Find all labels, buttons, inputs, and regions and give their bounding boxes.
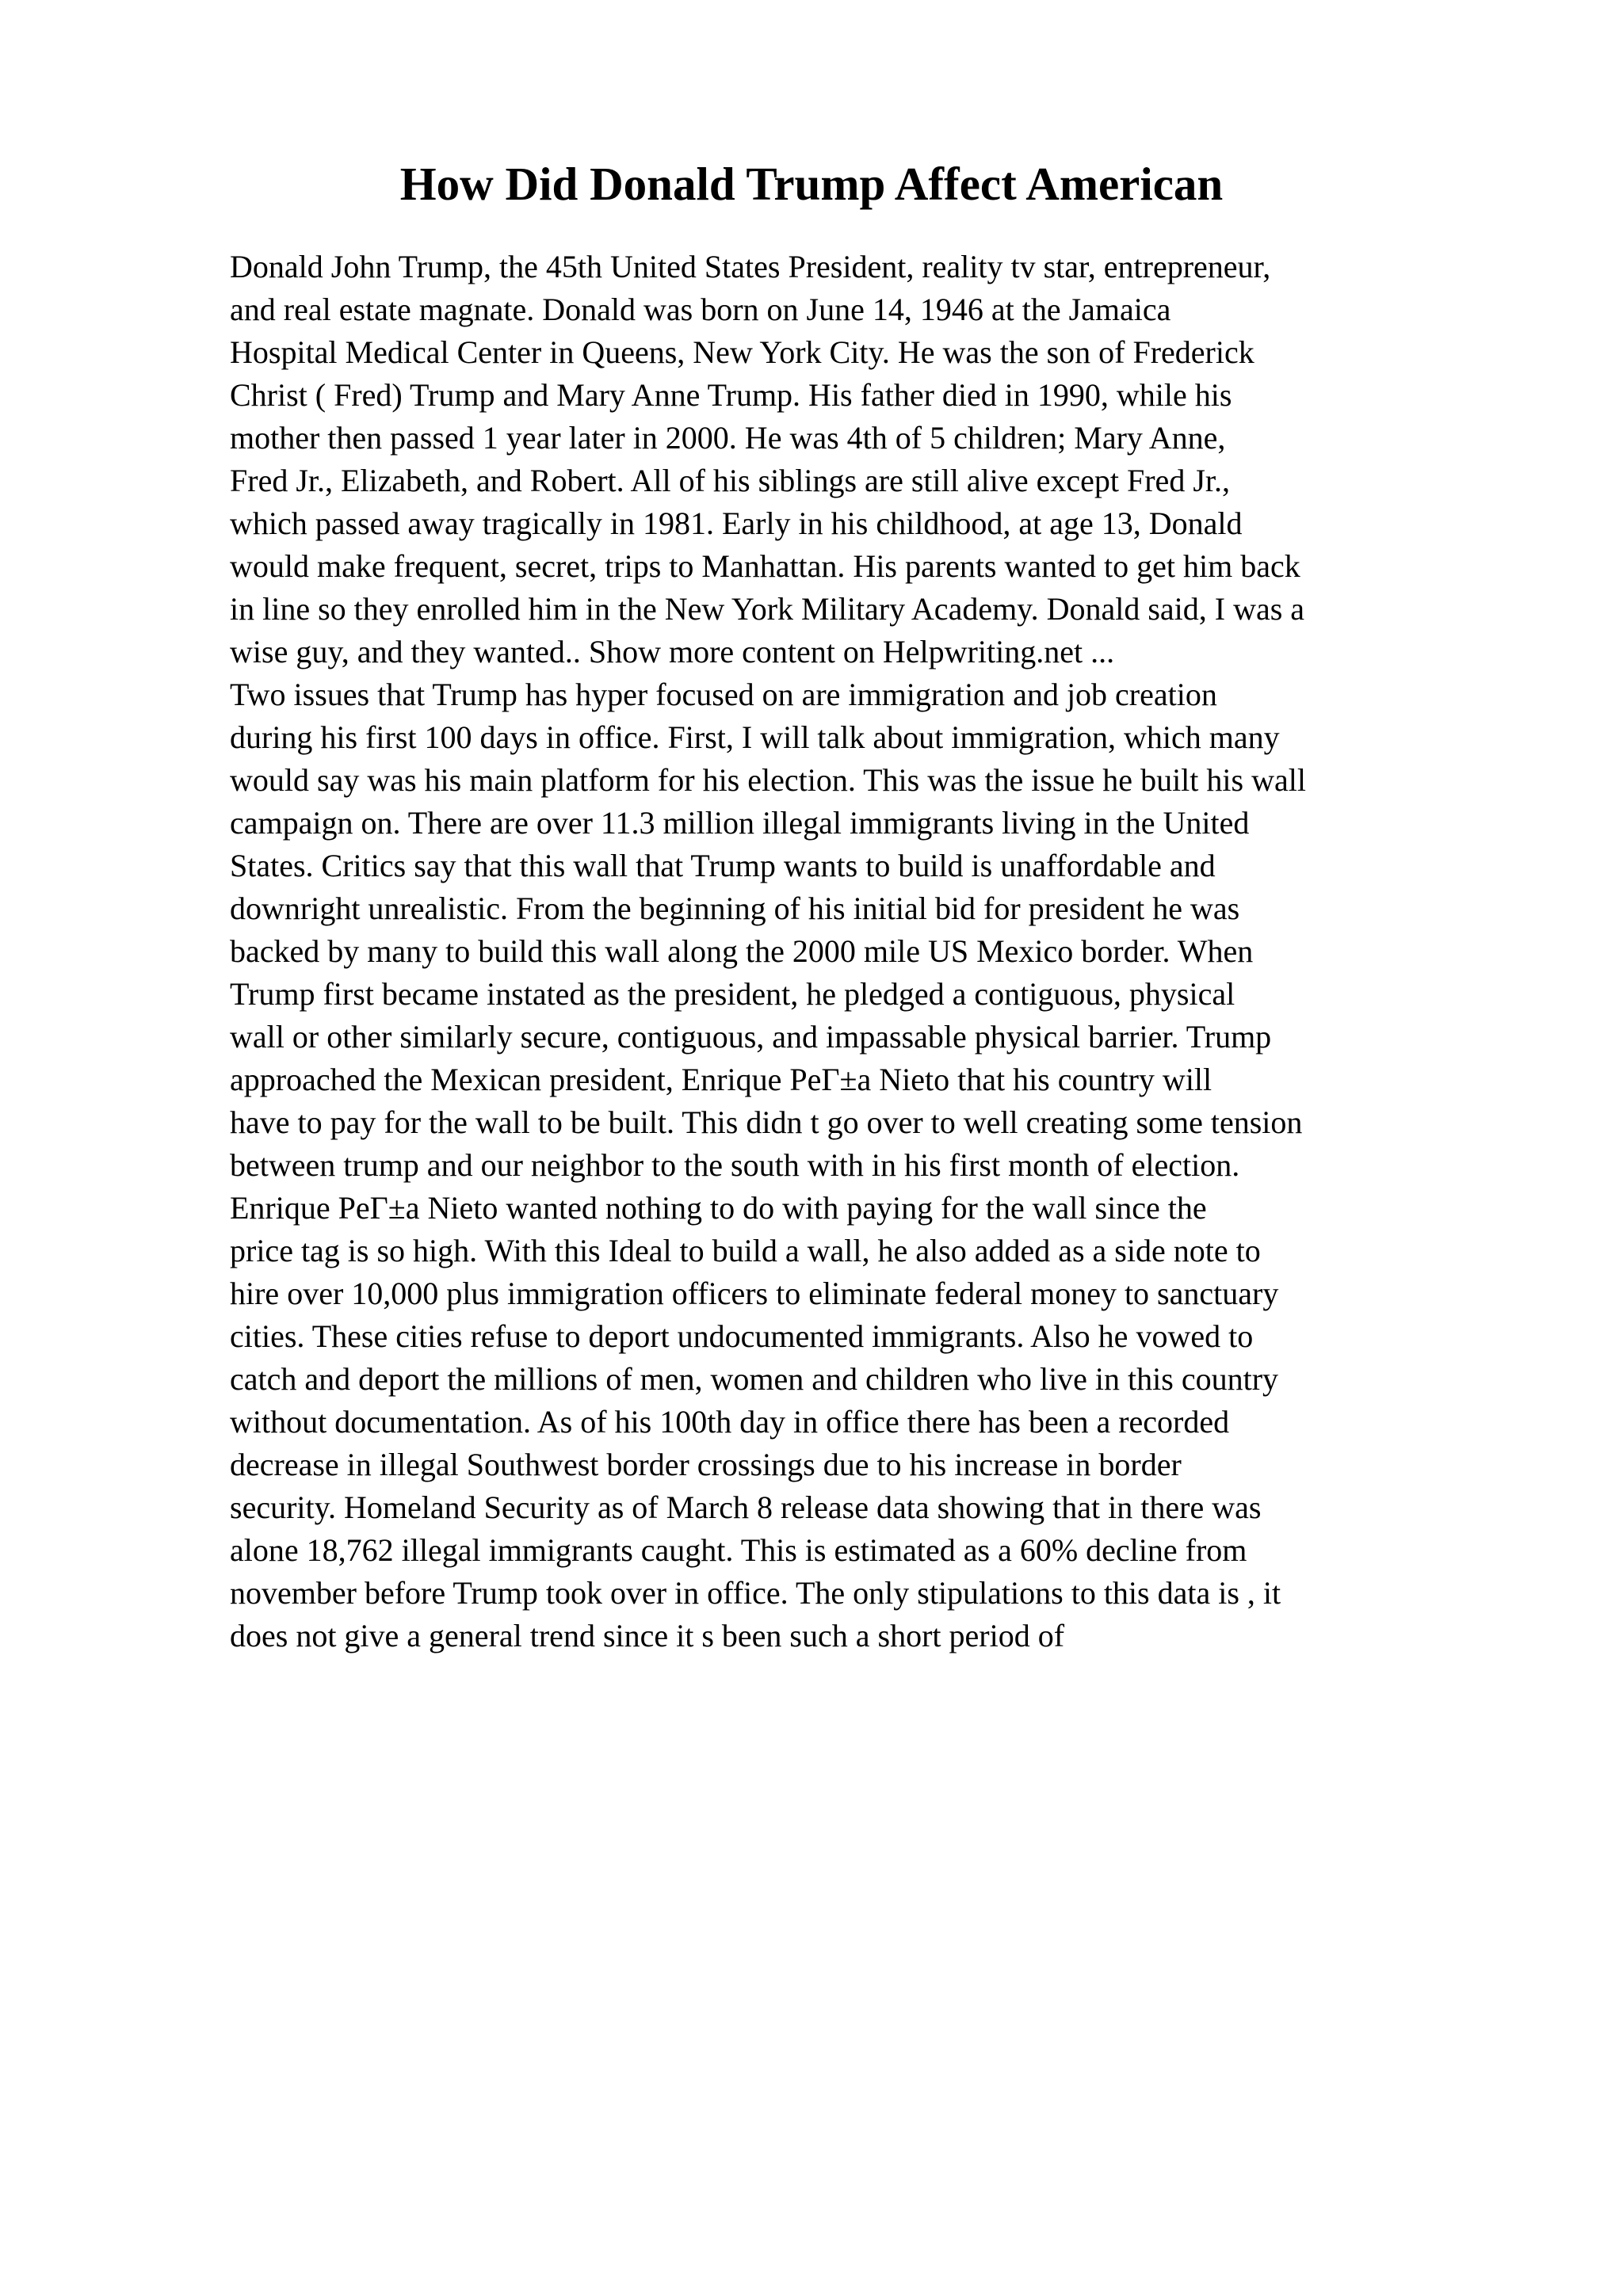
text-line: Donald John Trump, the 45th United States President, reality tv star, entrepreneur, bbox=[230, 249, 1271, 284]
text-line: States. Critics say that this wall that Trump wants to build is unaffordable and bbox=[230, 848, 1216, 883]
text-line: between trump and our neighbor to the south with in his first month of election. bbox=[230, 1147, 1240, 1183]
text-line: campaign on. There are over 11.3 million illegal immigrants living in the United bbox=[230, 805, 1250, 841]
text-line: november before Trump took over in office. The only stipulations to this data is , it bbox=[230, 1575, 1281, 1611]
text-line: security. Homeland Security as of March 8 release data showing that in there was bbox=[230, 1489, 1262, 1525]
text-line: catch and deport the millions of men, women and children who live in this country bbox=[230, 1361, 1279, 1397]
text-line: would say was his main platform for his election. This was the issue he built his wall bbox=[230, 762, 1306, 798]
text-line: decrease in illegal Southwest border crossings due to his increase in border bbox=[230, 1447, 1182, 1482]
text-line: backed by many to build this wall along the 2000 mile US Mexico border. When bbox=[230, 933, 1254, 969]
text-line: hire over 10,000 plus immigration officers to eliminate federal money to sanctuary bbox=[230, 1276, 1279, 1311]
text-line: Enrique PeΓ±a Nieto wanted nothing to do with paying for the wall since the bbox=[230, 1190, 1207, 1226]
text-line: price tag is so high. With this Ideal to build a wall, he also added as a side note to bbox=[230, 1233, 1261, 1268]
text-line: Trump first became instated as the president, he pledged a contiguous, physical bbox=[230, 976, 1235, 1012]
text-line: Christ ( Fred) Trump and Mary Anne Trump. His father died in 1990, while his bbox=[230, 377, 1232, 413]
text-line: Fred Jr., Elizabeth, and Robert. All of his siblings are still alive except Fred Jr., bbox=[230, 463, 1230, 498]
text-line: wise guy, and they wanted.. Show more content on Helpwriting.net ... bbox=[230, 634, 1115, 669]
text-line: mother then passed 1 year later in 2000. He was 4th of 5 children; Mary Anne, bbox=[230, 420, 1226, 456]
text-line: have to pay for the wall to be built. This didn t go over to well creating some tension bbox=[230, 1104, 1303, 1140]
text-line: during his first 100 days in office. First, I will talk about immigration, which many bbox=[230, 719, 1280, 755]
text-line: Hospital Medical Center in Queens, New York City. He was the son of Frederick bbox=[230, 334, 1254, 370]
document-body bbox=[230, 246, 1514, 1657]
text-line: approached the Mexican president, Enrique PeΓ±a Nieto that his country will bbox=[230, 1062, 1212, 1097]
text-line: alone 18,762 illegal immigrants caught. This is estimated as a 60% decline from bbox=[230, 1532, 1247, 1568]
text-line: does not give a general trend since it s been such a short period of bbox=[230, 1618, 1065, 1653]
document-title: How Did Donald Trump Affect American bbox=[399, 158, 1224, 210]
text-line: without documentation. As of his 100th day in office there has been a recorded bbox=[230, 1404, 1230, 1440]
text-line: downright unrealistic. From the beginning of his initial bid for president he was bbox=[230, 891, 1240, 926]
text-line: wall or other similarly secure, contiguous, and impassable physical barrier. Trump bbox=[230, 1019, 1272, 1055]
text-line: would make frequent, secret, trips to Manhattan. His parents wanted to get him back bbox=[230, 548, 1300, 584]
text-line: in line so they enrolled him in the New York Military Academy. Donald said, I was a bbox=[230, 591, 1305, 627]
text-line: which passed away tragically in 1981. Early in his childhood, at age 13, Donald bbox=[230, 505, 1243, 541]
text-line: and real estate magnate. Donald was born on June 14, 1946 at the Jamaica bbox=[230, 292, 1171, 327]
text-line: Two issues that Trump has hyper focused on are immigration and job creation bbox=[230, 677, 1217, 712]
text-line: cities. These cities refuse to deport undocumented immigrants. Also he vowed to bbox=[230, 1318, 1254, 1354]
